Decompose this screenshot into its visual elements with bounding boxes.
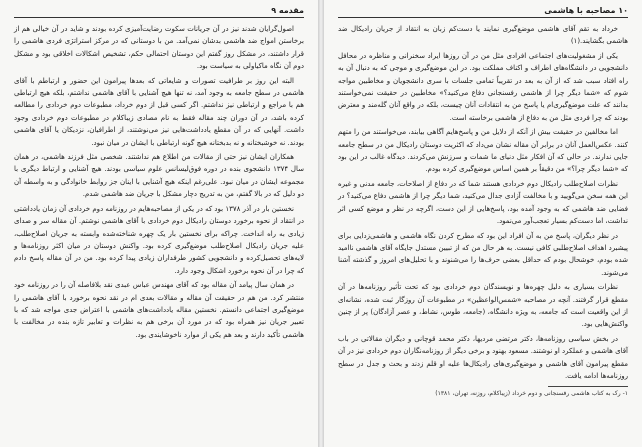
right-header-title: ۱۰ مصاحبه با هاشمی xyxy=(544,6,628,15)
left-paragraph-5: در همان سال پیامد آن مقاله بود که آقای مهندس عباس عبدی نقد بلافاصله آن را در روزنامه خود منتشر کرد. من هم در حقیقت آن مقاله و مقالات بعدی ام در نقد نحوه برخورد با آقای هاشمی را موضع‌گیری اجتماعی دانستم. نخستین مقاله یادداشت‌های هاشمی با اعتراض جدی مواجه شد که با تعبیر جریان نیز همراه بود که در مورد آن برخی هم به نظرات و تعابیر تازه بنده در مخالفت با هاشمی تأکید دارند و بعد هم یکی از موارد ناخوشایندی بود. xyxy=(14,281,304,339)
right-page-body xyxy=(338,23,628,382)
left-paragraph-3: همکاران ایشان نیز حتی از مقالات من اطلاع هم نداشتند. شخصی مثل فرزند هاشمی، در همان سال ۱۳۷۴ دانشجوی بنده در دوره فوق‌لیسانس علوم سیاسی بودند. هیچ آشنایی و ارتباط دیگری با مجموعه ایشان در میان نبود. علی‌رغم اینکه هیچ آشنایی با اینان جز روابط خانوادگی و به واسطه آن دو دلیل که در بالا گفتم، من به تدریج دچار مشکل با جریان ضد هاشمی شدم. xyxy=(14,153,305,199)
left-paragraph-1: اصول‌گرایان شدند نیز در آن جریانات سکوت رضایت‌آمیزی کرده بودند و شاید در آن خیالی هم از برخاستن امواج ضد هاشمی بدشان نمی‌آمد. من با دوستانی که در مرکز استراتژی فردی هاشمی را قرار داشتند، در مشکل روز گفتم این دوستان احتمالی حکم، تشخیص اشکالات اخلاقی بود و مشکل دوم آن نگاه ماکیاولی به سیاست بود. xyxy=(14,25,304,71)
left-page-header xyxy=(14,6,304,18)
right-paragraph-7: در بخش سیاسی روزنامه‌ها، دکتر مرتضی مردیها، دکتر محمد قوچانی و دیگران مقالاتی در باب آقای هاشمی و عملکرد او نوشتند. مسعود بهنود و برخی دیگر از روزنامه‌نگاران دوم خردادی نیز در آن مقطع پیرامون آقای هاشمی و موضع‌گیری‌های رادیکال‌ها علیه او قلم زدند و بحث و جدل در سطح روزنامه‌ها ادامه یافت. xyxy=(338,334,628,380)
right-paragraph-6: نظرات بسیاری به دلیل چهره‌ها و نویسندگان دوم خردادی بود که تحت تأثیر روزنامه‌ها در آن مقطع قرار گرفتند. آنچه در مصاحبه «شمس‌الواعظین» در مطبوعات آن روزگار ثبت شده، نشانه‌ای از این واقعیت است که جامعه، به ویژه دانشگاه، (جامعه، طوس، نشاط، و عصر آزادگان) پر از چنین واکنش‌هایی بود. xyxy=(338,283,628,329)
right-paragraph-3: اما مخالفین در حقیقت بیش از آنکه از دلایل من و پاسخ‌هایم آگاهی بیابند، می‌خواستند من را متهم کنند. عکس‌العمل آنان در برابر آن مقاله نشان می‌داد که اکثریت دوستان رادیکال من در سطح جامعه جایی ندارند. در حالی که آن افکار مثل دنیای ما شمات و سرزنش می‌کردند. دیدگاه غالب در این بود که «شما دیگر چرا؟» من دقیقاً بر همین اساس موضع‌گیری کرده بودم. xyxy=(338,128,628,174)
right-paragraph-1: خرداد به تقم آقای هاشمی موضع‌گیری نمایند یا دست‌کم زبان به انتقاد از جریان رادیکال ضد هاشمی بگشایند.(۱) xyxy=(338,25,628,46)
left-page xyxy=(0,0,318,447)
right-page-header xyxy=(338,6,628,18)
footnote-divider xyxy=(548,386,628,387)
right-page xyxy=(324,0,642,447)
left-header-title: مقدمه ۹ xyxy=(271,6,304,15)
footnote: ۱- رک به کتاب هاشمی رفسنجانی و دوم خرداد (زیباکلام، روزنه، تهران، ۱۳۸۱) xyxy=(435,390,628,398)
left-paragraph-4: نخستین بار در آذر ۱۳۷۸ بود که در یکی از مصاحبه‌هایم در روزنامه دوم خردادی آن زمان یادداشتی در انتقاد از نحوه برخورد دوستان رادیکال دوم خردادی با آقای هاشمی نوشتم. آن مقاله سر و صدای زیادی به راه انداخت. چراکه برای نخستین بار یک چهره شناخته‌شده وابسته به جریان اصلاح‌طلب، علیه جریان رادیکال اصلاح‌طلب موضع‌گیری کرده بود. واکنش دوستان در میان اکثر روزنامه‌ها و لایه‌های تحصیل‌کرده و دانشجویی کشور طرفداران زیادی پیدا کرده بود. من در آن مقاله پاسخ دادم که چرا در آن نحوه برخورد اشکال وجود دارد. xyxy=(14,204,304,275)
left-page-body xyxy=(14,23,304,341)
right-paragraph-2: یکی از مشغولیت‌های اجتماعی افرادی مثل من در آن روزها ایراد سخنرانی و مناظره در محافل دانشجویی در دانشگاه‌های اطراف و اکناف مملکت بود. در این موضع‌گیری و موجی که به دنبال آن به راه افتاد سبب شد که از آن به بعد در تقریباً تمامی جلسات با سری دانشجویان و مخاطبین مواجه شوم که «شما دیگر چرا از هاشمی رفسنجانی دفاع می‌کنید؟» مخاطبین در حقیقت نمی‌خواستند بدانند که علت موضع‌گیری‌ام یا پاسخ من به انتقادات آنان چیست، بلکه در واقع آنان گله‌مند و معترض بودند که چرا فردی مثل من به دفاع از هاشمی برخاسته است. xyxy=(338,51,628,122)
right-paragraph-5: در نظر دیگران، پاسخ من به آن افراد این بود که مطرح کردن نگاه هاشمی و هاشمی‌زدایی برای پیشبرد اهداف اصلاح‌طلبی کافی نیست. به هر حال من که از تبیین مستدل جایگاه آقای هاشمی ناامید شده بودم، خوشحال بودم که حداقل بعضی حرف‌ها را می‌شنوند و با تحلیل‌های امروز و گذشته آشنا می‌شوند. xyxy=(338,231,628,277)
right-paragraph-4: نظرات اصلاح‌طلب رادیکال دوم خردادی هستند شما که در دفاع از اصلاحات، جامعه مدنی و غیره این همه سخن می‌گویید و با مخالفت آزادی جدال می‌کنید، شما دیگر چرا از هاشمی دفاع می‌کنید؟ در فضایی ضد هاشمی که به وجود آمده بود، پاسخ‌هایی از این دست، اگرچه در نظر و موضع کسی اثر نداشت، اما دست‌کم بسیار تعجب‌آور می‌نمود. xyxy=(338,179,628,226)
left-paragraph-2: البته این روز بر طرافیت تصورات و شایعاتی که بعدها پیرامون این حضور و ارتباطم با آقای هاشمی در سطح جامعه به وجود آمد، نه تنها هیچ آشنایی با آقای هاشمی نداشتم، بلکه هیچ ارتباطی هم با مراجع و ارتباطی نیز نداشتم. اگر کسی قبل از دوم خرداد، مطبوعات دوم خردادی را مطالعه کرده باشد، در آن دوران چند مقاله فقط به نام مصادی زیباکلام در مطبوعات دوم خردادی وجود داشت. آنهایی که در آن مقطع یادداشت‌هایی نیز می‌نوشتند، از اطرافیان، نزدیکان یا آقای هاشمی بودند. نه خوشبختانه و نه بدبختانه هیچ گونه ارتباطی با ایشان در میان نبود. xyxy=(14,76,304,147)
